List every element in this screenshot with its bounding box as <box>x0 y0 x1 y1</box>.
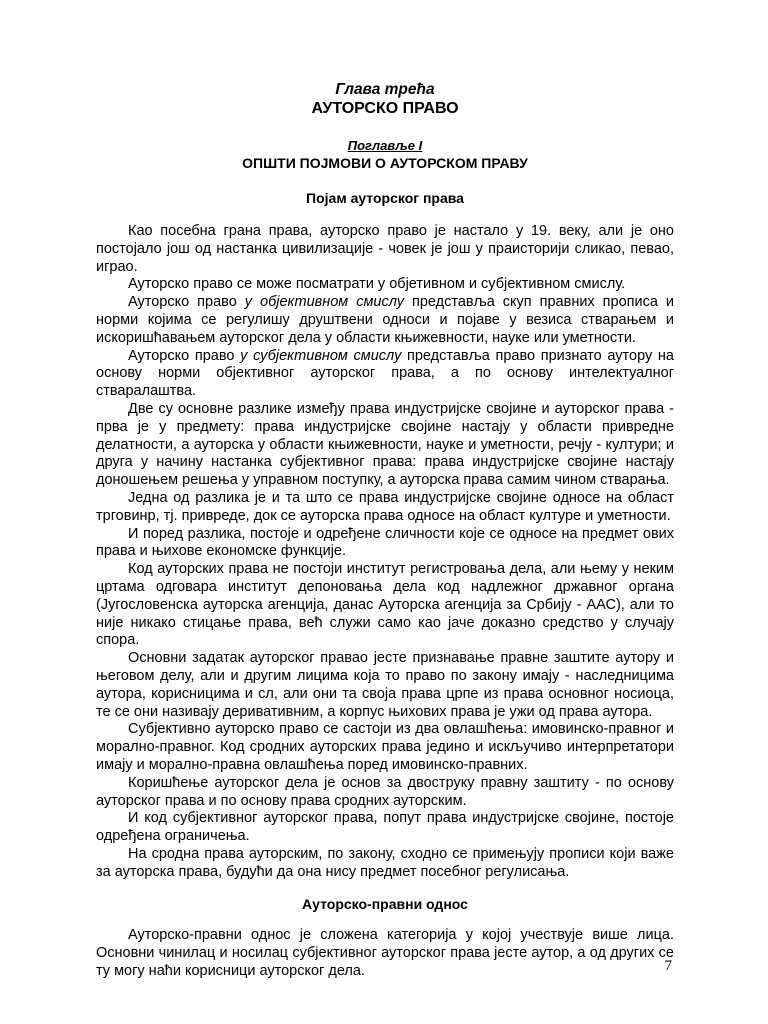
paragraph: Коришћење ауторског дела је основ за двоструку правну заштиту - по основу ауторског права и по основу права сродних ауторским. <box>96 774 674 809</box>
paragraph: Две су основне разлике између права индустријске својине и ауторског права - прва је у предмету: права индустријске својине настају у области привредне делатности, а ауторска у области књижевности, науке и уметности, речју - култури; и друга у начину настанка субјективног права: права индустријске својине настају доношењем решења у управном поступку, а ауторска права самим чином стварања. <box>96 400 674 489</box>
paragraph: И код субјективног ауторског права, попут права индустријске својине, постоје одређена ограничења. <box>96 810 674 845</box>
paragraph <box>96 348 674 401</box>
paragraph-text: представља скуп правних прописа и норми којима се регулишу друштвени односи и појаве у везиса стварањем и искоришћавањем ауторског дела у области књижевности, науке или уметности. <box>96 294 675 346</box>
paragraph: Као посебна грана права, ауторско право је настало у 19. веку, али је оно постојало још од настанка цивилизације - човек је још у праисторији сликао, певао, играо. <box>96 223 674 275</box>
section-heading-relation: Ауторско-правни однос <box>302 896 468 913</box>
emphasis-subjective: у субјективном смислу <box>240 347 402 364</box>
paragraph: Код ауторских права не постоји институт регистровања дела, али њему у неким цртама одговара институт депоновања дела код надлежног државног органа (Југословенска ауторска агенција, данас Ауторска агенција за Србију - ААС), али то није никако стицање права, већ служи само као јаче доказно средство у случају спора. <box>96 561 674 649</box>
part-title: ОПШТИ ПОЈМОВИ О АУТОРСКОМ ПРАВУ <box>242 155 528 171</box>
paragraph: И поред разлика, постоје и одређене сличности које се односе на предмет ових права и њихове економске функције. <box>96 525 674 560</box>
paragraph: Основни задатак ауторског праваo јесте признавање правне заштите аутору и његовом делу, али и другим лицима која то право по закону имају - наследницима аутора, корисницима и сл, али они та своја права црпе из права основног носиоца, те се они називају деривативним, а корпус њихових права је ужи од права аутора. <box>96 650 674 720</box>
paragraph: Субјективно ауторско право се састоји из два овлашћења: имовинско-правног и морално-правног. Код сродних ауторских права једино и искључиво интерпретатори имају и морално-правна овлашћења поред имовинско-правних. <box>96 721 674 773</box>
paragraph: На сродна права ауторским, по закону, сходно се примењују прописи који важе за ауторска права, будући да она нису предмет посебног регулисања. <box>96 845 674 880</box>
paragraph-text: Ауторско право <box>128 347 241 364</box>
paragraph: Ауторско-правни однос је сложена категорија у којој учествује више лица. Основни чинилац и носилац субјективног ауторског права јесте аутор, а од других се ту могу наћи корисници ауторског дела. <box>96 927 674 980</box>
paragraph-text: Ауторско право <box>128 294 245 311</box>
chapter-title: АУТОРСКО ПРАВО <box>311 100 459 117</box>
paragraph: Ауторско право се може посматрати у објетивном и субјективном смислу. <box>128 276 626 293</box>
paragraph: Једна од разлика је и та што се права индустријске својине односе на област трговинр, тј. привреде, док се ауторска права односе на област културе и уметности. <box>96 489 674 524</box>
paragraph-text: представља право признато аутору на основу норми објективног ауторског права, а по основу интелектуалног стваралаштва. <box>96 347 675 400</box>
paragraph <box>96 294 674 347</box>
page-number: 7 <box>664 958 672 974</box>
part-label: Поглавље I <box>347 138 423 153</box>
page-content <box>96 80 674 981</box>
emphasis-objective: у објективном смислу <box>244 294 404 311</box>
chapter-header <box>96 80 674 172</box>
chapter-label: Глава трећа <box>335 81 435 98</box>
section-heading-concept: Појам ауторског права <box>306 190 464 206</box>
